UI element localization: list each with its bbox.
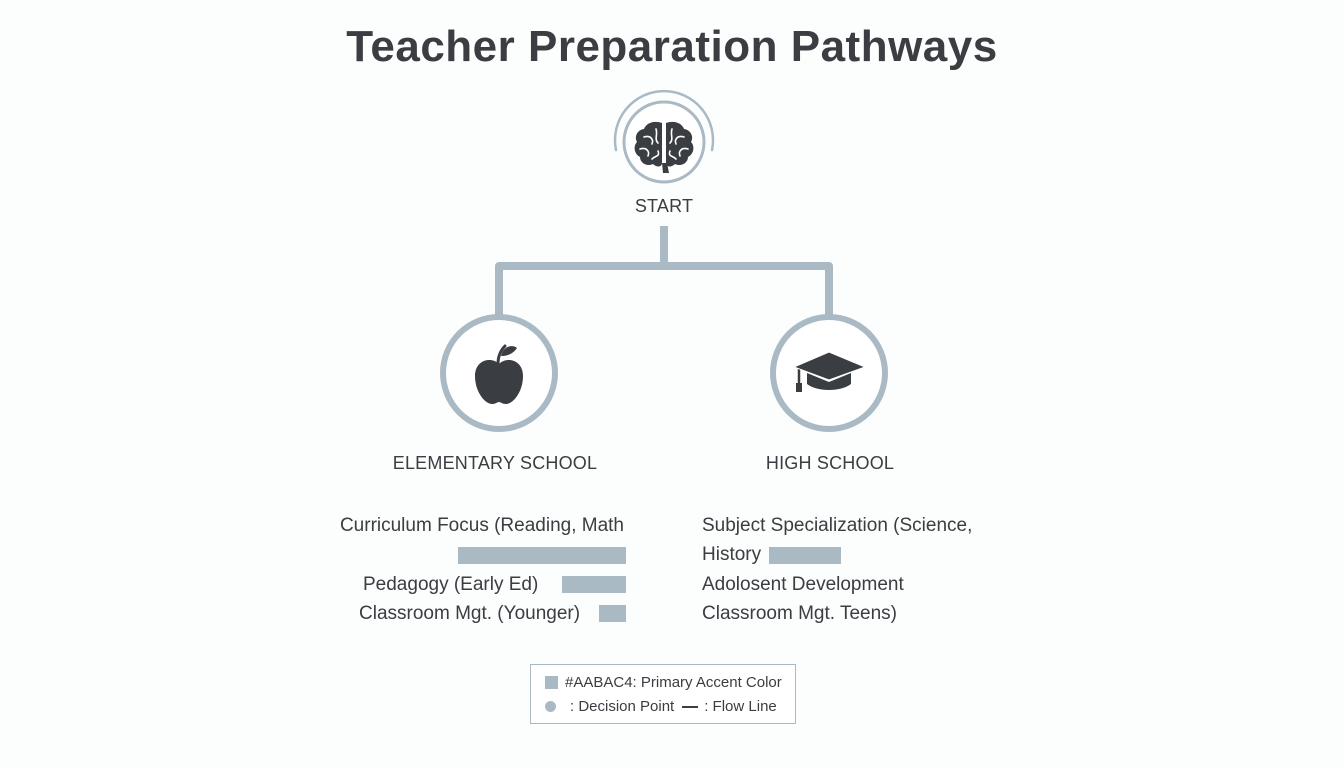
legend-swatch-label: #AABAC4: Primary Accent Color [565,674,782,691]
highschool-item-3-text: Classroom Mgt. Teens) [702,603,897,624]
flow-line-icon [682,706,698,708]
legend-dot-label: : Decision Point [570,698,675,715]
accent-swatch-icon [545,676,558,689]
elementary-item-1-bar [458,547,626,564]
highschool-item-1-text-line2: History [702,544,762,565]
legend [530,664,796,724]
highschool-item-2-text: Adolosent Development [702,574,904,595]
elementary-item-3-text: Classroom Mgt. (Younger) [359,603,581,624]
legend-line-label: : Flow Line [704,698,777,715]
highschool-label: HIGH SCHOOL [765,453,895,473]
elementary-item-1-text: Curriculum Focus (Reading, Math [339,515,624,536]
start-label: START [634,196,694,216]
elementary-label: ELEMENTARY SCHOOL [392,453,598,473]
elementary-item-2-bar [562,576,626,593]
highschool-item-1-bar [769,547,841,564]
flow-line-branch [499,266,829,318]
elementary-item-3-bar [599,605,626,622]
highschool-item-1-text: Subject Specialization (Science, [702,515,973,536]
page-title: Teacher Preparation Pathways [346,22,998,71]
legend-row-color [545,674,782,691]
legend-row-symbols [545,698,777,715]
elementary-item-2-text: Pedagogy (Early Ed) [363,574,539,595]
decision-point-icon [545,701,556,712]
